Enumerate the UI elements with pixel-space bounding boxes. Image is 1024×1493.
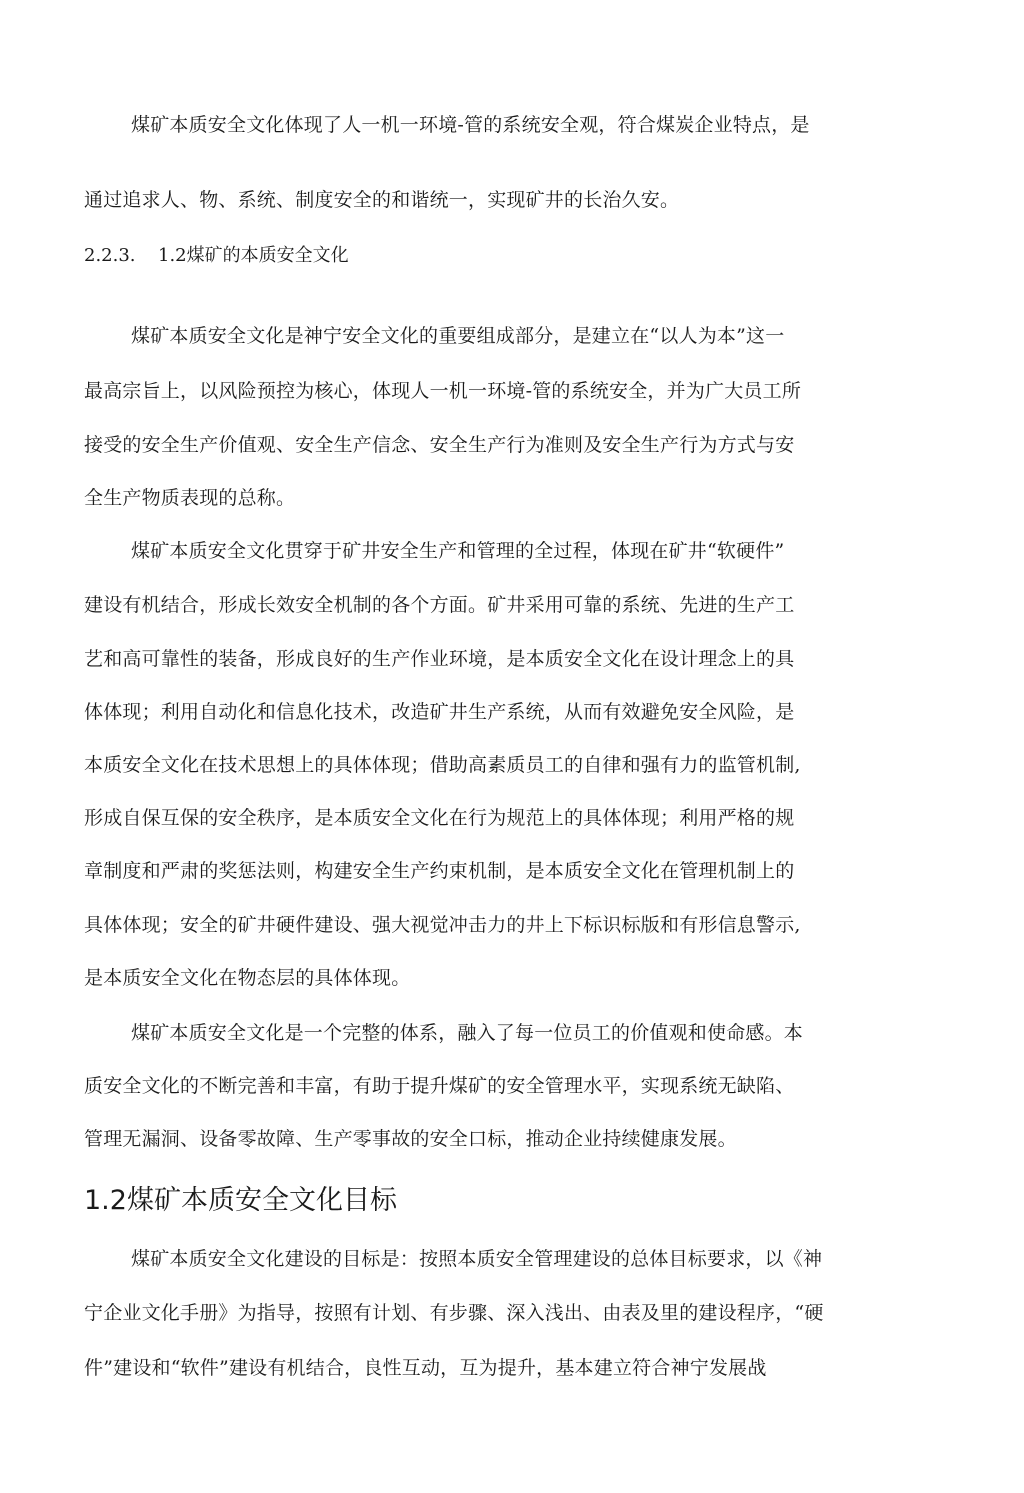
paragraph-line: 接受的安全生产价值观、安全生产信念、安全生产行为准则及安全生产行为方式与安 bbox=[84, 434, 795, 456]
section-number: 2.2.3. bbox=[84, 245, 136, 266]
paragraph-line: 体体现；利用自动化和信息化技术，改造矿井生产系统，从而有效避免安全风险，是 bbox=[84, 701, 795, 723]
paragraph-line: 本质安全文化在技术思想上的具体体现；借助高素质员工的自律和强有力的监管机制, bbox=[84, 754, 801, 776]
paragraph-line: 煤矿本质安全文化是神宁安全文化的重要组成部分，是建立在“以人为本”这一 bbox=[131, 325, 785, 347]
section-title: 1.2煤矿的本质安全文化 bbox=[158, 245, 349, 266]
paragraph-line: 建设有机结合，形成长效安全机制的各个方面。矿井采用可靠的系统、先进的生产工 bbox=[84, 594, 795, 616]
paragraph-line: 章制度和严肃的奖惩法则，构建安全生产约束机制，是本质安全文化在管理机制上的 bbox=[84, 860, 795, 882]
paragraph-line: 煤矿本质安全文化是一个完整的体系，融入了每一位员工的价值观和使命感。本 bbox=[131, 1022, 804, 1044]
section-heading: 1.2煤矿本质安全文化目标 bbox=[84, 1185, 397, 1216]
paragraph-line: 煤矿本质安全文化贯穿于矿井安全生产和管理的全过程，体现在矿井“软硬件” bbox=[131, 540, 785, 562]
paragraph-line: 质安全文化的不断完善和丰富，有助于提升煤矿的安全管理水平，实现系统无缺陷、 bbox=[84, 1075, 795, 1097]
paragraph-line: 具体体现；安全的矿井硬件建设、强大视觉冲击力的井上下标识标版和有形信息警示, bbox=[84, 914, 801, 936]
paragraph-line: 最高宗旨上，以风险预控为核心，体现人一机一环境-管的系统安全，并为广大员工所 bbox=[84, 380, 802, 402]
paragraph-line: 是本质安全文化在物态层的具体体现。 bbox=[84, 967, 411, 989]
paragraph-line: 形成自保互保的安全秩序，是本质安全文化在行为规范上的具体体现；利用严格的规 bbox=[84, 807, 795, 829]
paragraph-line: 通过追求人、物、系统、制度安全的和谐统一，实现矿井的长治久安。 bbox=[84, 189, 680, 211]
paragraph-line: 煤矿本质安全文化建设的目标是：按照本质安全管理建设的总体目标要求，以《神 bbox=[131, 1248, 823, 1270]
paragraph-line: 管理无漏洞、设备零故障、生产零事故的安全口标，推动企业持续健康发展。 bbox=[84, 1128, 737, 1150]
paragraph-line: 宁企业文化手册》为指导，按照有计划、有步骤、深入浅出、由表及里的建设程序，“硬 bbox=[84, 1302, 824, 1324]
paragraph-line: 艺和高可靠性的装备，形成良好的生产作业环境，是本质安全文化在设计理念上的具 bbox=[84, 648, 795, 670]
paragraph-line: 件”建设和“软件”建设有机结合，良性互动，互为提升，基本建立符合神宁发展战 bbox=[84, 1357, 767, 1379]
paragraph-line: 全生产物质表现的总称。 bbox=[84, 487, 296, 509]
paragraph-line: 煤矿本质安全文化体现了人一机一环境-管的系统安全观，符合煤炭企业特点，是 bbox=[131, 114, 810, 136]
section-heading bbox=[84, 243, 349, 269]
